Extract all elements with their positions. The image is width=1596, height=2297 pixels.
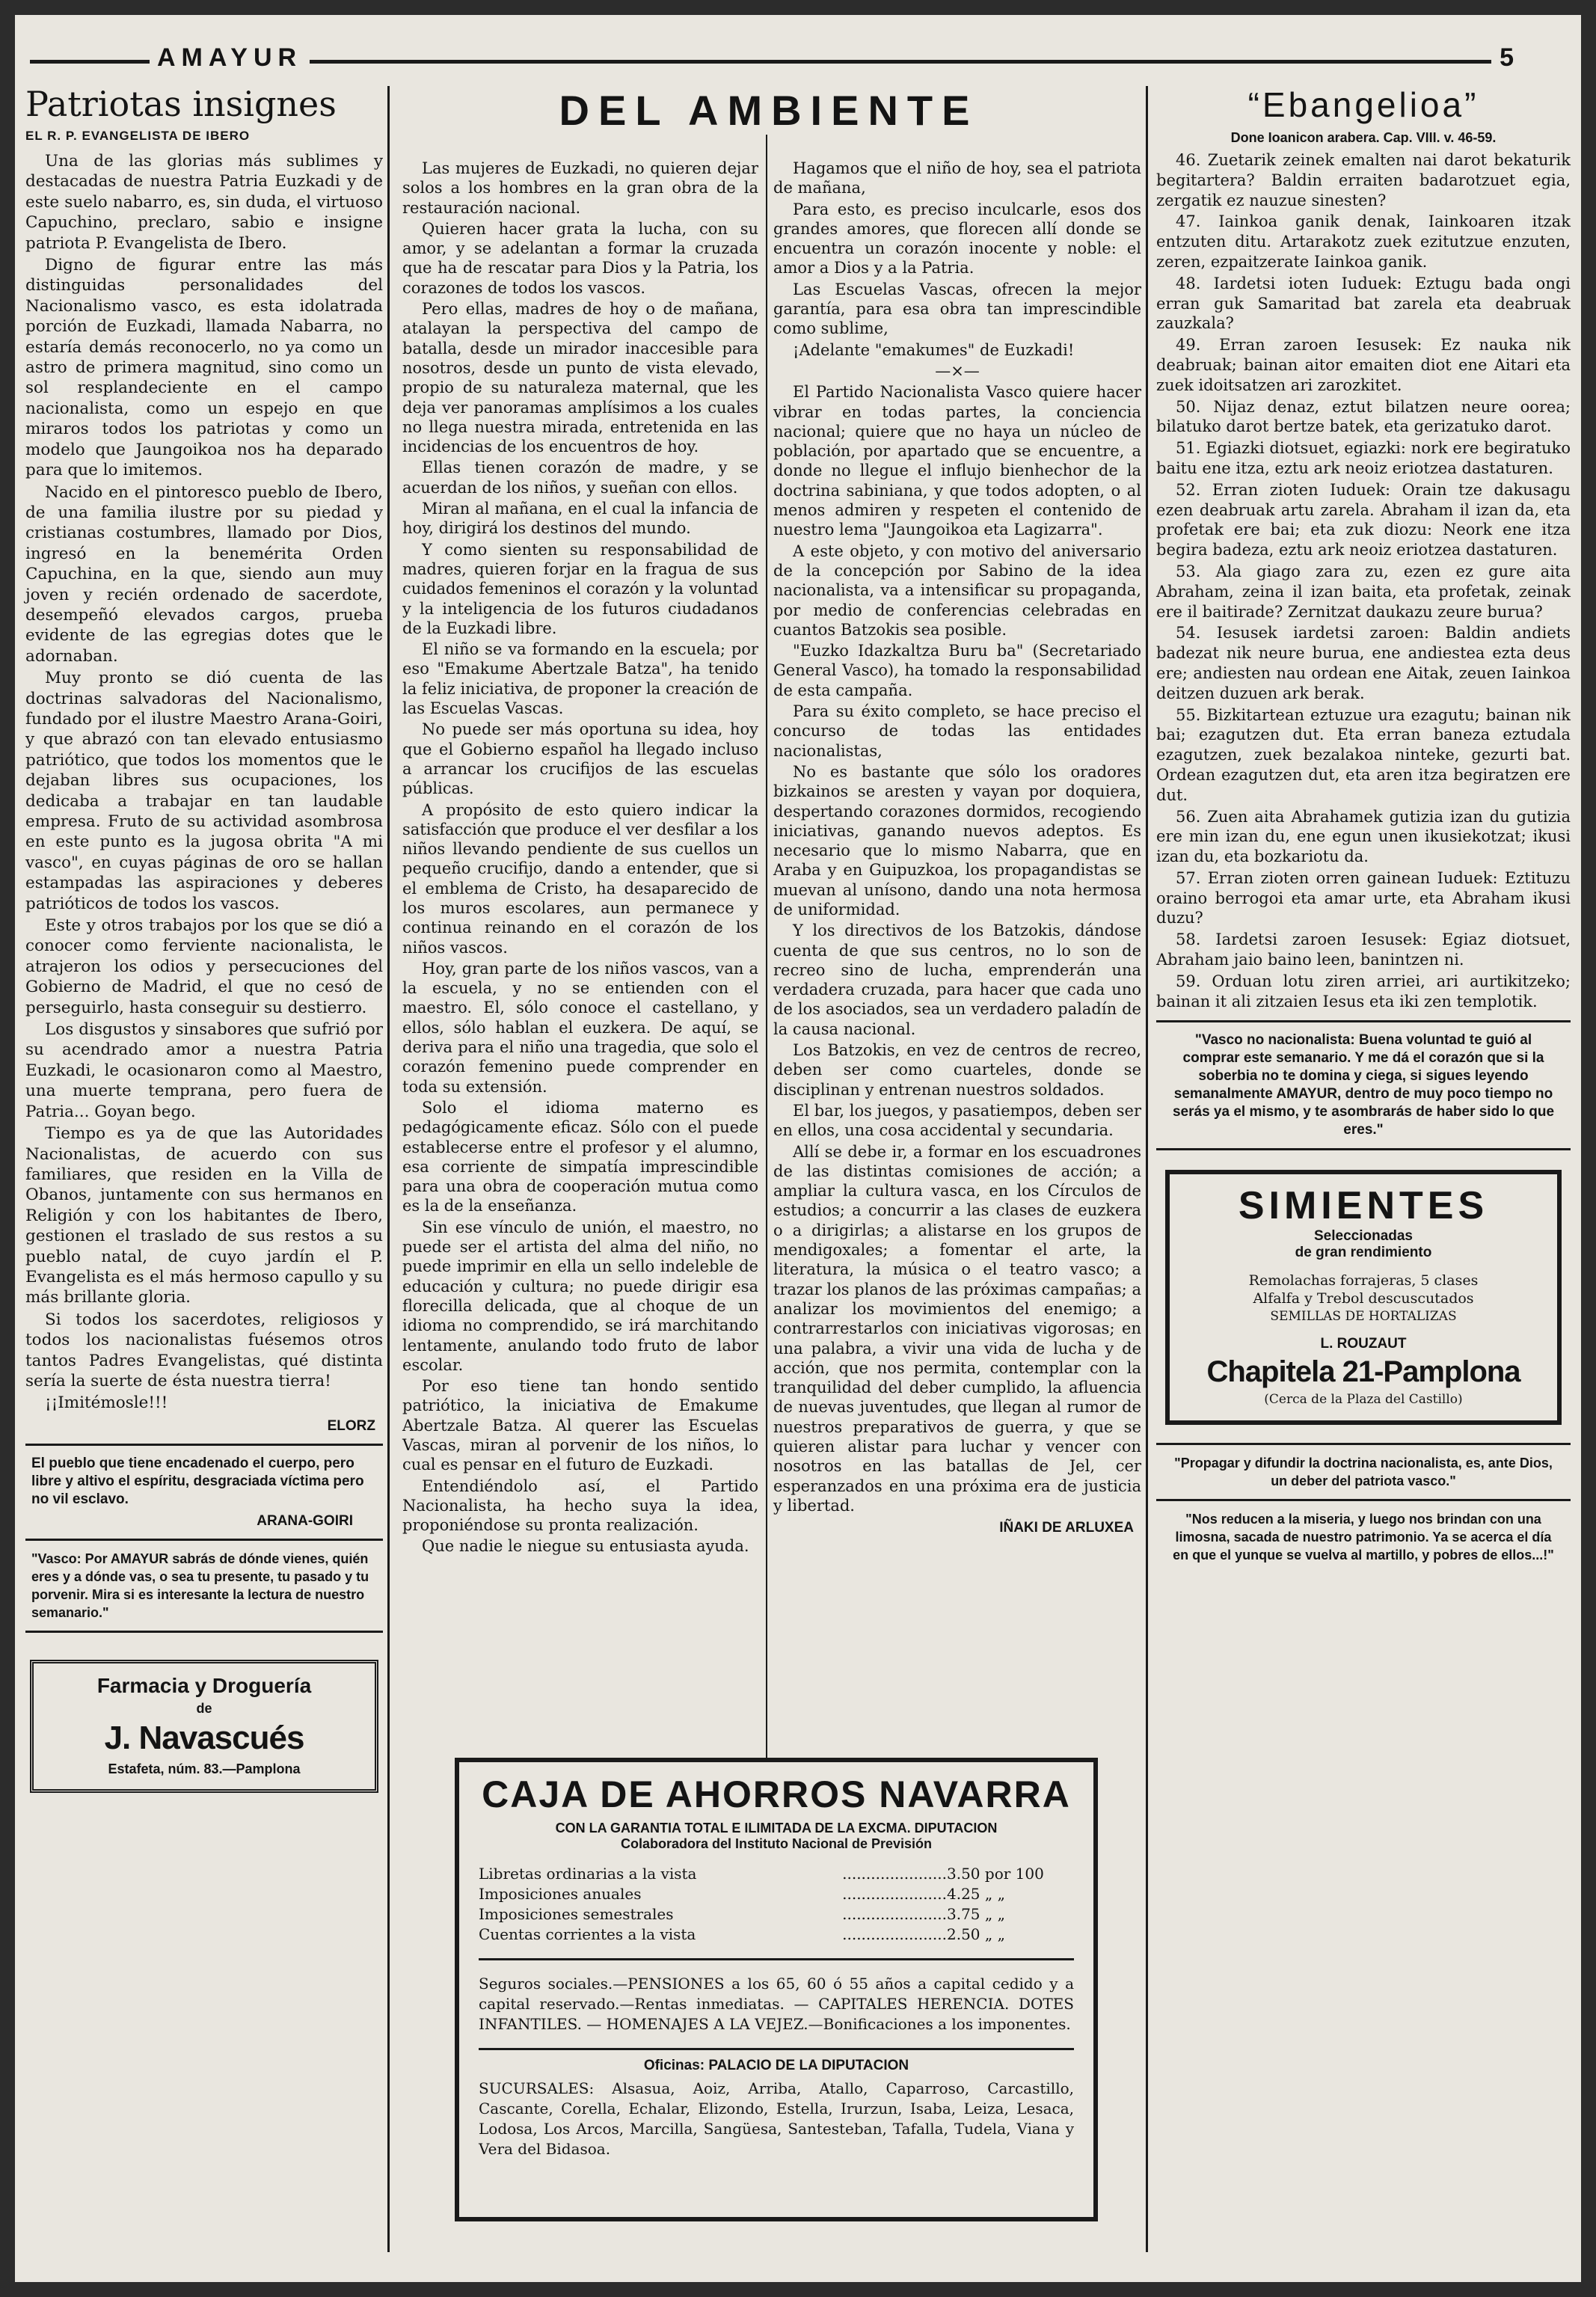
paragraph: El bar, los juegos, y pasatiempos, deben ser en ellos, una cosa accidental y secundaria. — [773, 1101, 1141, 1140]
paragraph: No es bastante que sólo los oradores bizkainos se aresten y vayan por doquiera, despertando corazones dormidos, recogiendo iniciativas, ganando nuevos adeptos. Es necesario que lo mismo Nabarra, que en Araba y en Guipuzkoa, los propagandistas se muevan al unísono, dando una nota hermosa de uniformidad. — [773, 762, 1141, 919]
paragraph: Para su éxito completo, se hace preciso el concurso de todas las entidades nacionalistas, — [773, 702, 1141, 760]
paragraph: Miran al mañana, en el cual la infancia de hoy, dirigirá los destinos del mundo. — [402, 500, 758, 538]
pharmacy-title: Farmacia y Droguería — [96, 1673, 312, 1697]
rate-row — [479, 1925, 1074, 1945]
caja-branches: SUCURSALES: Alsasua, Aoiz, Arriba, Atallo, Caparroso, Carcastillo, Cascante, Corella, Echalar, Elizondo, Estella, Irurzun, Isaba, Leiza, Lesaca, Lodosa, Los Arcos, Marcilla, Sangüesa, Santesteban, Tafalla, Tudela, Viana y Vera del Bidasoa. — [479, 2079, 1074, 2158]
divider — [1156, 1443, 1571, 1445]
quote-miseria: "Nos reducen a la miseria, y luego nos brindan con una limosna, sacada de nuestro patrimonio. Ya se acerca el día en que el yunque se vuelva al martillo, y pobres de ellos...!" — [1173, 1512, 1554, 1563]
paragraph: Solo el idioma materno es pedagógicamente eficaz. Sólo con el puede establecerse entre el profesor y el alumno, esa corriente de simpatía imprescindible para una obra de cooperación mutua como es la de la enseñanza. — [402, 1098, 758, 1215]
paragraph: Pero ellas, madres de hoy o de mañana, atalayan la perspectiva del campo de batalla, desde un mirador inaccesible para nosotros, desde un punto de vista elevado, propio de su naturaleza maternal, que les deja ver panoramas amplísimos a los cuales no llega nuestra mirada, entretenida en las incidencias de los encuentros de hoy. — [402, 300, 758, 456]
signature: IÑAKI DE ARLUXEA — [999, 1520, 1134, 1536]
rate-dots: ...................... — [842, 1865, 947, 1883]
paragraph: "Euzko Idazkaltza Buru ba" (Secretariado General Vasco), ha tomado la responsabilidad de esta campaña. — [773, 642, 1141, 699]
divider — [1156, 1499, 1571, 1501]
caja-guarantee: CON LA GARANTIA TOTAL E ILIMITADA DE LA EXCMA. DIPUTACION — [555, 1821, 998, 1836]
paragraph: Los disgustos y sinsabores que sufrió por su acendrado amor a nuestra Patria Euzkadi, le ocasionaron como al Maestro, una muerte temprana, pero fuera de Patria... Goyan bego. — [25, 1020, 383, 1121]
caja-ahorros-ad — [455, 1758, 1098, 2221]
masthead-rule-left — [30, 60, 150, 64]
masthead — [30, 43, 1566, 73]
article-body — [773, 159, 1141, 1515]
ebangelioa-reference: Done Ioanicon arabera. Cap. VIII. v. 46-59. — [1230, 130, 1497, 145]
rate-dots: ...................... — [842, 1905, 947, 1923]
paragraph: Sin ese vínculo de unión, el maestro, no puede ser el artista del alma del niño, no puede imprimir en ella un sello indeleble de educación y cultura; no puede dirigir esa florecilla delicada, que al choque de un idioma no comprendido, se irá marchitando lentamente, anulando todo fruto de labor escolar. — [402, 1218, 758, 1374]
paragraph: Por eso tiene tan hondo sentido patriótico, la iniciativa de Emakume Abertzale Batza. Al querer las Escuelas Vascas, miran al porvenir de los niños, lo cual es pensar en el futuro de Euzkadi. — [402, 1377, 758, 1474]
paragraph: El Partido Nacionalista Vasco quiere hacer vibrar en todas partes, la conciencia nacional; quiere que no haya un núcleo de población, por apartado que se encuentre, a donde no llegue el influjo bienhechor de la doctrina sabiniana, y que todos adopten, o al menos admiren y respeten el contenido de nuestro lema "Jaungoikoa eta Lagizarra". — [773, 383, 1141, 539]
divider — [25, 1539, 383, 1541]
caja-title: CAJA DE AHORROS NAVARRA — [482, 1773, 1071, 1815]
verse: 59. Orduan lotu ziren arriei, ari aurtikitzeko; bainan it ali zitzaien Iesus eta iki zen templotik. — [1156, 972, 1571, 1011]
divider — [479, 2048, 1074, 2050]
masthead-rule-right — [299, 60, 1491, 64]
center-column-a — [402, 159, 758, 1744]
pharmacy-ad — [30, 1660, 378, 1793]
article-body — [25, 151, 383, 1414]
verse: 57. Erran zioten orren gainean Iuduek: Eztituzu oraino berrogoi eta amar urte, eta Abraham ikusi duzu? — [1156, 868, 1571, 927]
divider — [25, 1444, 383, 1446]
paragraph: Que nadie le niegue su entusiasta ayuda. — [422, 1537, 749, 1556]
article-body — [402, 159, 758, 1557]
simientes-note: (Cerca de la Plaza del Castillo) — [1264, 1392, 1463, 1408]
quote-no-nacionalista: "Vasco no nacionalista: Buena voluntad te guió al comprar este semanario. Y me dá el corazón que si la soberbia no te domina y ciega, si sigues leyendo semanalmente AMAYUR, dentro de muy poco tiempo no serás ya el mismo, y te asombrarás de haber sido lo que eres." — [1172, 1032, 1555, 1138]
divider — [25, 1631, 383, 1633]
column-rule-1 — [387, 86, 390, 2252]
right-column — [1156, 84, 1571, 2267]
rate-label: Cuentas corrientes a la vista — [479, 1925, 696, 1943]
divider — [479, 1958, 1074, 1960]
paragraph: Allí se debe ir, a formar en los escuadrones de las distintas comisiones de acción; a ampliar la cultura vasca, en los Círculos de estudios; a concurrir a las clases de euzkera o a dirigirlas; a alistarse en los grupos de mendigoxales; a fomentar el arte, la literatura, la música o el teatro vasco; a trazar los planos de las próximas campañas; a analizar los movimientos del enemigo; a contrarrestarlos con iniciativas vigorosas; en una palabra, a vivir una vida de lucha y de acción, que nos permita, contemplar con la tranquilidad del deber cumplido, la afluencia de nuevas juventudes, que llegan al rumor de nuestros preparativos de guerra, y que se quieren alistar para luchar y vencer con nosotros en las batallas de Jel, cer esperanzados en una próxima era de justicia y libertad. — [773, 1142, 1141, 1515]
paragraph: Este y otros trabajos por los que se dió a conocer como ferviente nacionalista, le atrajeron los odios y persecuciones del Gobierno de Madrid, el que no cesó de perseguirlo, hasta conseguir su destierro. — [25, 916, 383, 1017]
masthead-name: AMAYUR — [150, 43, 310, 73]
rate-row — [479, 1904, 1074, 1925]
verse: 51. Egiazki diotsuet, egiazki: nork ere begiratuko baitu ene itza, eztu ark neoiz eriotzea dastaturen. — [1156, 439, 1571, 477]
simientes-sub1: Seleccionadas — [1313, 1228, 1414, 1245]
paragraph: Hoy, gran parte de los niños vascos, van a la escuela, y no se entienden con el maestro. El, sólo conoce el castellano, y ellos, sólo hablan el euzkera. De aquí, se deriva para el niño una tragedia, que solo el corazón femenino puede comprender en toda su extensión. — [402, 959, 758, 1096]
paragraph: El niño se va formando en la escuela; por eso "Emakume Abertzale Batza", ha tenido la feliz iniciativa, de proponer la creación de las Escuelas Vascas. — [402, 640, 758, 718]
simientes-address: Chapitela 21-Pamplona — [1206, 1355, 1520, 1389]
paragraph: ¡¡Imitémosle!!! — [45, 1393, 168, 1413]
paragraph: Ellas tienen corazón de madre, y se acuerdan de los niños, y sueñan con ellos. — [402, 459, 758, 497]
paragraph: Tiempo es ya de que las Autoridades Nacionalistas, de acuerdo con sus familiares, que residen en la Villa de Obanos, juntamente con sus hermanos en Religión y con los habitantes de Ibero, gestionen el traslado de sus restos a su pueblo natal, de cuyo jardín el P. Evangelista es el más hermoso capullo y su más brillante gloria. — [25, 1124, 383, 1307]
simientes-title: SIMIENTES — [1238, 1184, 1489, 1228]
separator: —×— — [935, 361, 980, 380]
paragraph: Las Escuelas Vascas, ofrecen la mejor garantía, para esa obra tan imprescindible como sublime, — [773, 280, 1141, 338]
caja-rates — [479, 1864, 1074, 1945]
paragraph: Nacido en el pintoresco pueblo de Ibero, de una familia ilustre por su piedad y cristianas costumbres, llamado por Dios, ingresó en la benemérita Orden Capuchina, en la que, siendo aun muy joven y recién ordenado de sacerdote, desempeñó elevados cargos, prueba evidente de las egregias dotes que le adornaban. — [25, 482, 383, 666]
quote-vasco: "Vasco: Por AMAYUR sabrás de dónde vienes, quién eres y a dónde vas, o sea tu presente, tu pasado y tu porvenir. Mira si es interesante la lectura de nuestro semanario." — [31, 1551, 369, 1620]
simientes-seller: L. ROUZAUT — [1320, 1336, 1407, 1352]
page-number: 5 — [1492, 43, 1521, 73]
quote-propagar: "Propagar y difundir la doctrina nacionalista, es, ante Dios, un deber del patriota vasco." — [1174, 1456, 1553, 1489]
verse: 58. Iardetsi zaroen Iesusek: Egiaz diotsuet, Abraham jaio baino leen, banintzen ni. — [1156, 930, 1571, 969]
verse: 54. Iesusek iardetsi zaroen: Baldin andiets badezat nik neure burua, ene andiestea ezta deus ere; andiesten nau ordean ene Aitak, zeuen Iainkoa deitzen duzuen ark berak. — [1156, 624, 1571, 702]
center-column-b — [773, 159, 1141, 1744]
paragraph: Entendiéndolo así, el Partido Nacionalista, ha hecho suya la idea, proponiéndose su pronta realización. — [402, 1476, 758, 1535]
verse: 49. Erran zaroen Iesusek: Ez nauka nik deabruak; bainan aitor emaiten diot ene Aitari eta zuek idoitsatzen ari zarozkitet. — [1156, 336, 1571, 394]
simientes-ad — [1165, 1170, 1562, 1425]
divider — [1156, 1020, 1571, 1022]
caja-offices: Oficinas: PALACIO DE LA DIPUTACION — [643, 2058, 909, 2073]
caja-colaboradora: Colaboradora del Instituto Nacional de Previsión — [620, 1836, 933, 1851]
paragraph: Y como sienten su responsabilidad de madres, quieren forjar en la fragua de sus cuidados femeninos el corazón y la voluntad y la inteligencia de los futuros ciudadanos de la Euzkadi libre. — [402, 540, 758, 637]
paragraph: A este objeto, y con motivo del aniversario de la concepción por Sabino de la idea nacionalista, va a intensificar su propaganda, por medio de conferencias celebradas en cuantos Batzokis sea posible. — [773, 542, 1141, 639]
simientes-line2: Alfalfa y Trebol descuscutados — [1253, 1290, 1474, 1307]
rate-value: 3.50 por 100 — [947, 1865, 1044, 1883]
rate-dots: ...................... — [842, 1885, 947, 1903]
rate-row — [479, 1884, 1074, 1904]
paragraph: No puede ser más oportuna su idea, hoy que el Gobierno español ha llegado incluso a arrancar los crucifijos de las escuelas públicas. — [402, 720, 758, 798]
paragraph: Los Batzokis, en vez de centros de recreo, deben ser como cuarteles, donde se disciplinan y entrenan nuestros soldados. — [773, 1041, 1141, 1099]
article-subtitle: EL R. P. EVANGELISTA DE IBERO — [25, 129, 251, 143]
paragraph: Si todos los sacerdotes, religiosos y todos los nacionalistas fuésemos otros tantos Padres Evangelistas, qué distinta sería la suerte de ésta nuestra tierra! — [25, 1310, 383, 1390]
pharmacy-de: de — [196, 1700, 212, 1716]
ebangelioa-body — [1156, 150, 1571, 1011]
verse: 46. Zuetarik zeinek emalten nai darot bekaturik begitartera? Baldin erraiten badarotzuet egia, zergatik ez nauzue sinesten? — [1156, 151, 1571, 209]
signature: ELORZ — [327, 1417, 375, 1434]
ebangelioa-title: “Ebangelioa” — [1247, 85, 1479, 124]
quote-arana: El pueblo que tiene encadenado el cuerpo, pero libre y altivo el espíritu, desgraciada víctima pero no vil esclavo. — [31, 1455, 364, 1507]
column-rule-center — [766, 135, 767, 1758]
simientes-sub2: de gran rendimiento — [1295, 1245, 1432, 1261]
left-column — [25, 84, 383, 2267]
verse: 56. Zuen aita Abrahamek gutizia izan du gutizia ere min izan du, ene egun unen ikusiekotzat; ikusi izan du, eta bozkariotu da. — [1156, 807, 1571, 866]
rate-label: Imposiciones semestrales — [479, 1905, 674, 1923]
divider — [1156, 1148, 1571, 1150]
column-rule-2 — [1146, 86, 1148, 2252]
rate-value: 4.25 „ „ — [947, 1885, 1005, 1903]
quote-author: ARANA-GOIRI — [257, 1512, 353, 1529]
rate-value: 2.50 „ „ — [947, 1925, 1005, 1943]
paragraph: Una de las glorias más sublimes y destacadas de nuestra Patria Euzkadi y de este suelo nabarro, es, sin duda, el virtuoso Capuchino, preclaro, sabio e insigne patriota P. Evangelista de Ibero. — [25, 152, 383, 253]
rate-row — [479, 1864, 1074, 1884]
rate-label: Libretas ordinarias a la vista — [479, 1865, 697, 1883]
newspaper-page — [15, 15, 1581, 2282]
paragraph: Hagamos que el niño de hoy, sea el patriota de mañana, — [773, 159, 1141, 197]
verse: 53. Ala giago zara zu, ezen ez gure aita Abraham, zeina il izan baita, eta profetak, zeinak ere il baitirade? Zernitzat daukazu zeure burua? — [1156, 562, 1571, 621]
paragraph: Quieren hacer grata la lucha, con su amor, y se adelantan a formar la cruzada que ha de rescatar para Dios y la Patria, los corazones de todos los vascos. — [402, 219, 758, 297]
verse: 55. Bizkitartean eztuzue ura ezagutu; bainan nik bai; ezagutzen dut. Eta erran baneza eztudala ezagutzen, zuek bezalakoa ninteke, gezurti bat. Ordean ezagutzen dut, eta aren itza begiratzen ere dut. — [1156, 705, 1571, 804]
simientes-line3: SEMILLAS DE HORTALIZAS — [1270, 1309, 1457, 1325]
rate-label: Imposiciones anuales — [479, 1885, 642, 1903]
paragraph: ¡Adelante "emakumes" de Euzkadi! — [793, 340, 1075, 359]
paragraph: Muy pronto se dió cuenta de las doctrinas salvadoras del Nacionalismo, fundado por el ilustre Maestro Arana-Goiri, y que abrazó con tan elevado entusiasmo patriótico, que todos los momentos que le dejaban libres sus ocupaciones, los dedicaba a trabajar en tan laudable empresa. Fruto de su actividad asombrosa en este punto es la jugosa obrita "A mi vasco", en cuyas páginas de oro se hallan estampadas las aspiraciones y deberes patrióticos de todos los vascos. — [25, 669, 383, 913]
rate-value: 3.75 „ „ — [947, 1905, 1005, 1923]
pharmacy-address: Estafeta, núm. 83.—Pamplona — [108, 1761, 301, 1776]
paragraph: Digno de figurar entre las más distinguidas personalidades del Nacionalismo vasco, es esta idolatrada porción de Euzkadi, llamada Nabarra, no estaría demás reconocerlo, no ya como un astro de primera magnitud, sino como un sol resplandeciente en el campo nacionalista, como un espejo en que miraros todos los patriotas y como un modelo que Jaungoikoa nos ha deparado para que lo imitemos. — [25, 256, 383, 480]
paragraph: Para esto, es preciso inculcarle, esos dos grandes amores, que florecen allí donde se encuentra un corazón inocente y noble: el amor a Dios y a la Patria. — [773, 200, 1141, 277]
center-title: DEL AMBIENTE — [559, 87, 979, 134]
paragraph: Y los directivos de los Batzokis, dándose cuenta de que sus centros, no lo son de recreo sino de lucha, emprenderán una verdadera cruzada, para hacer que cada uno de los asociados, sea un verdadero paladín de la causa nacional. — [773, 921, 1141, 1038]
caja-insurance: Seguros sociales.—PENSIONES a los 65, 60 ó 55 años a capital cedido y a capital reservado.—Rentas inmediatas. — CAPITALES HERENCIA. DOTES INFANTILES. — HOMENAJES A LA VEJEZ.—Bonificaciones a los imponentes. — [479, 1975, 1074, 2033]
pharmacy-name: J. Navascués — [104, 1719, 304, 1756]
verse: 50. Nijaz denaz, eztut bilatzen neure oorea; bilatuko darot bertze batek, eta gerizatuko darot. — [1156, 397, 1571, 436]
paragraph: A propósito de esto quiero indicar la satisfacción que produce el ver desfilar a los niños llevando pendiente de sus cuellos un pequeño crucifijo, dando a entender, que si el emblema de Cristo, ha desaparecido de los muros escolares, aun permanece y continua reinando en el corazón de los niños vascos. — [402, 800, 758, 957]
paragraph: Las mujeres de Euzkadi, no quieren dejar solos a los hombres en la gran obra de la restauración nacional. — [402, 159, 758, 217]
verse: 48. Iardetsi ioten Iuduek: Eztugu bada ongi erran guk Samaritad bat zarela eta deabruak zauzkala? — [1156, 274, 1571, 333]
simientes-line1: Remolachas forrajeras, 5 clases — [1248, 1272, 1479, 1289]
verse: 52. Erran zioten Iuduek: Orain tze dakusagu ezen deabruak artu zarela. Abraham il izan da, eta profetak ere bai; eta zuk diozu: Neork ene itza begira badeza, eztu ark neoiz eriotzea dastaturen. — [1156, 480, 1571, 559]
rate-dots: ...................... — [842, 1925, 947, 1943]
verse: 47. Iainkoa ganik denak, Iainkoaren itzak entzuten ditu. Artarakotz zuek ezitutzue enzuten, zeren, ezpaitzerate Iainkoa ganik. — [1156, 212, 1571, 271]
article-title: Patriotas insignes — [25, 84, 337, 124]
